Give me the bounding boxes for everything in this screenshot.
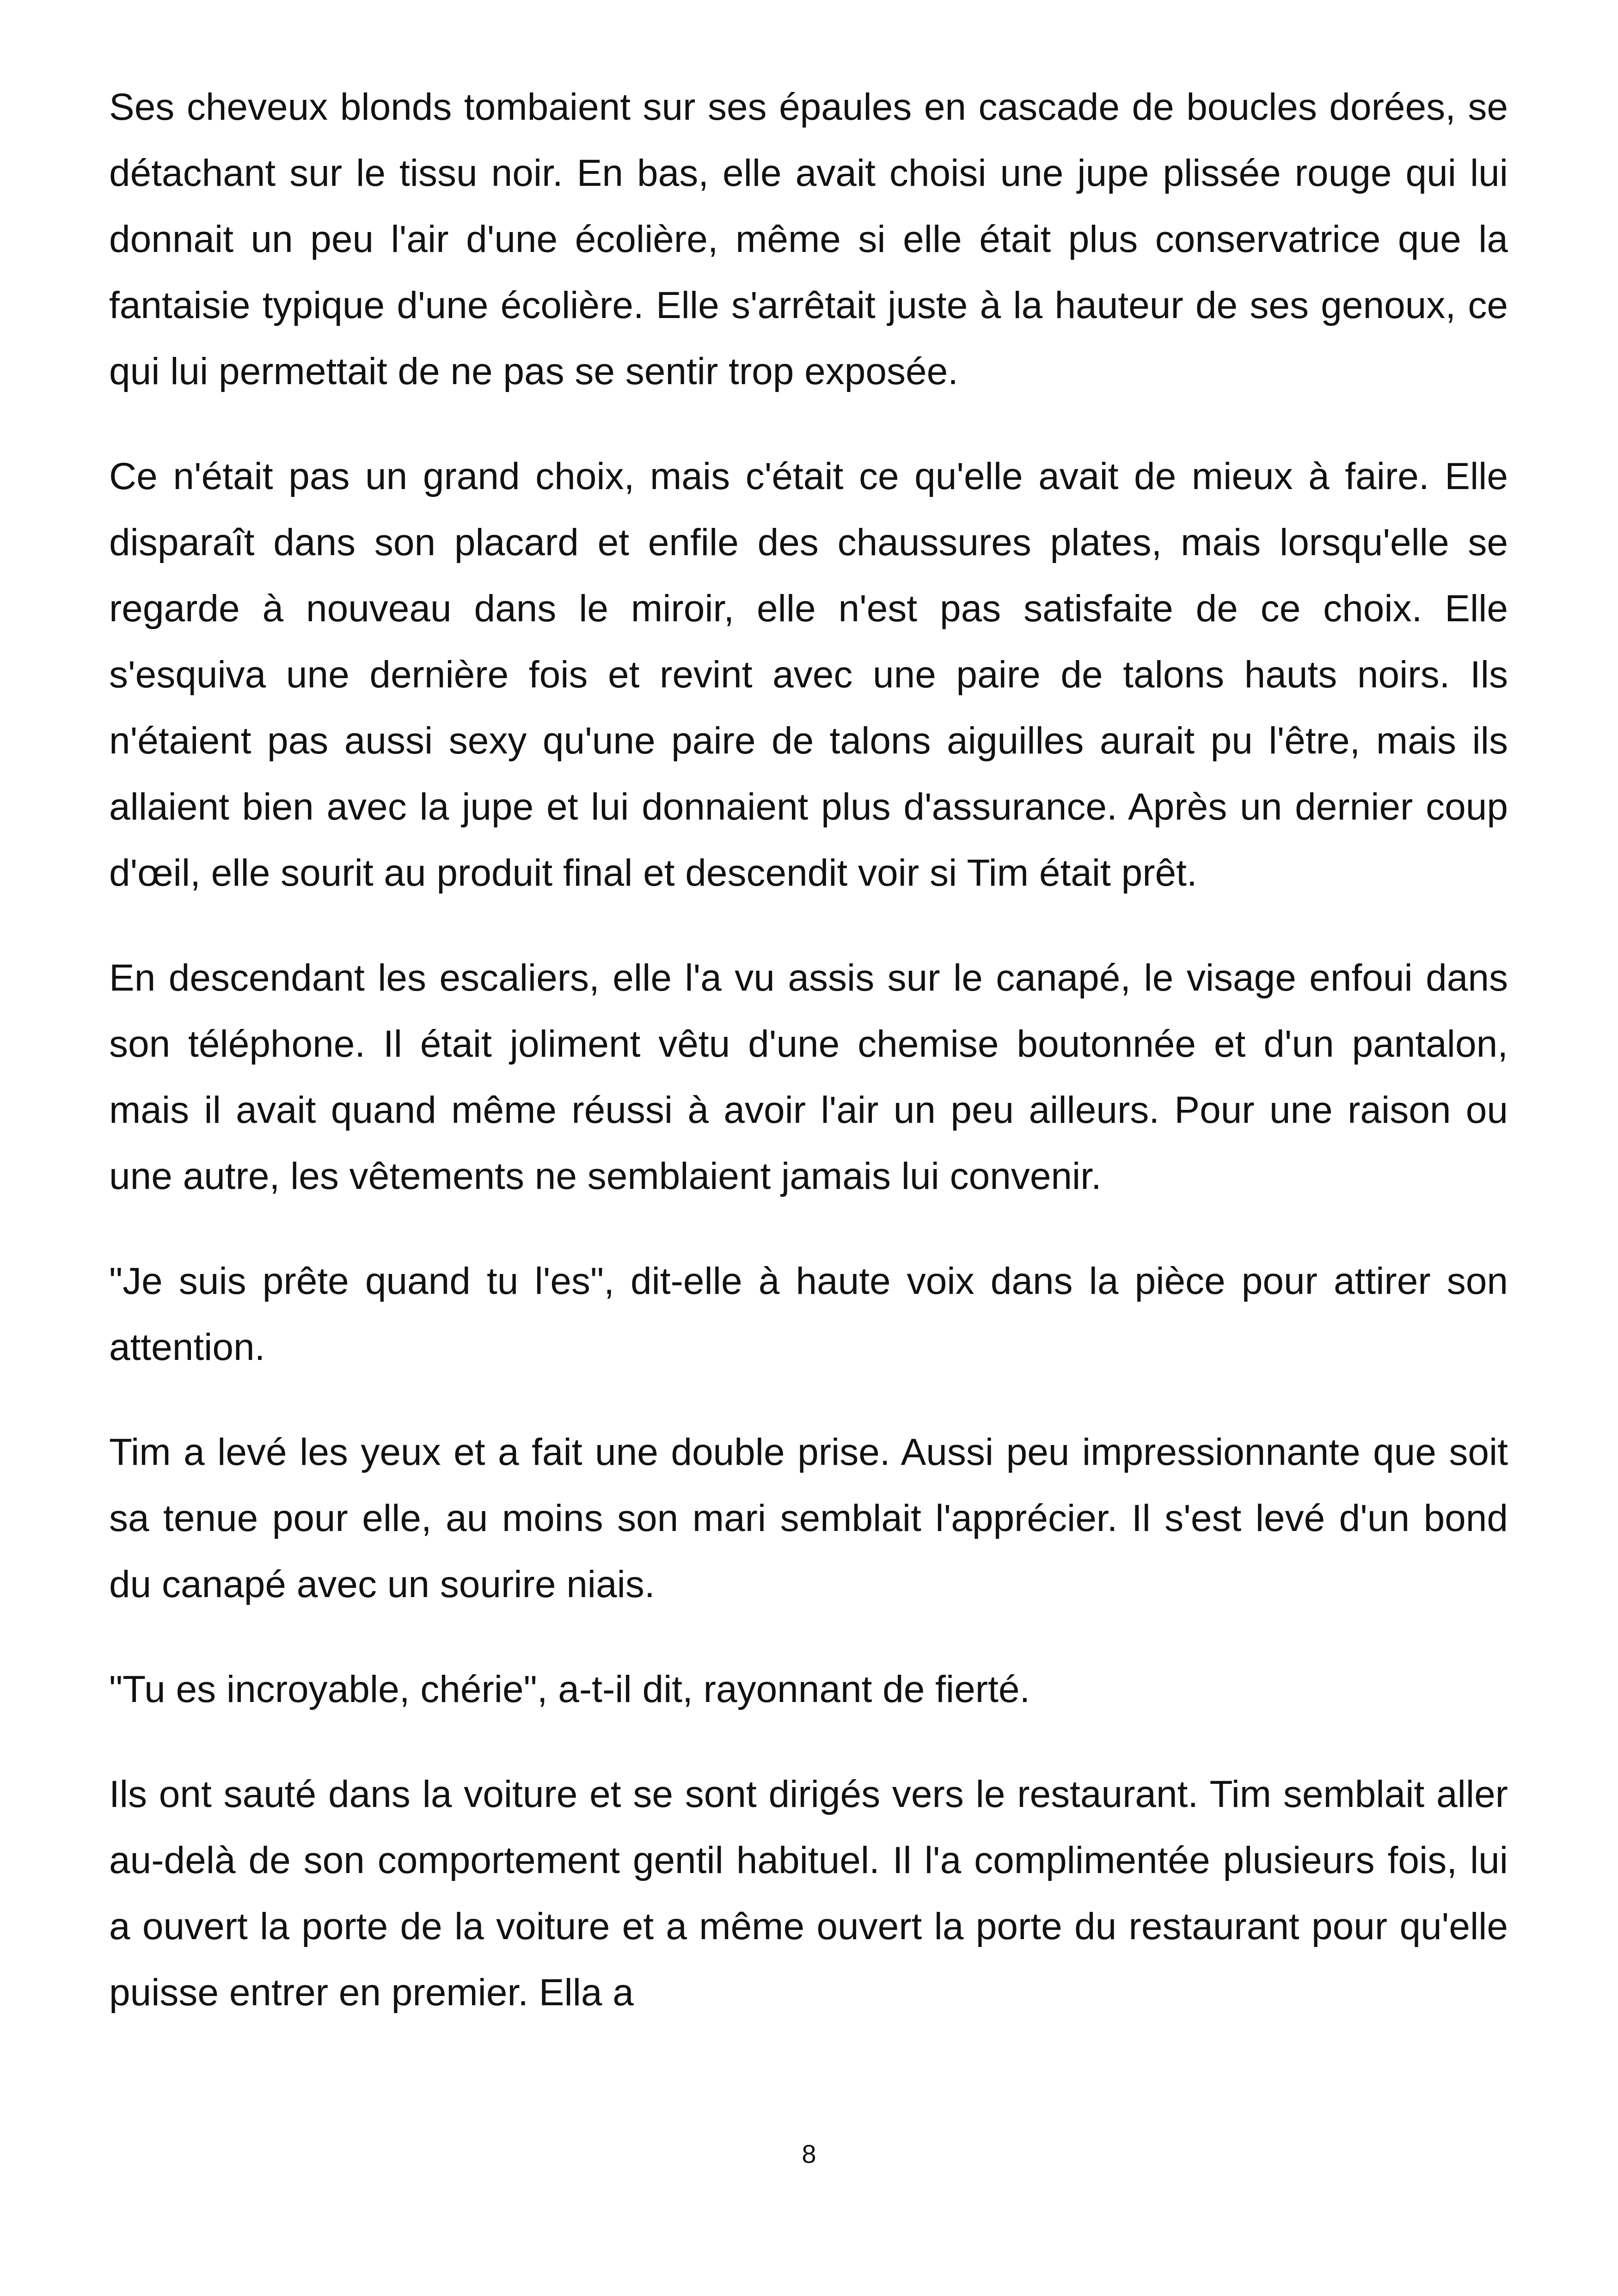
paragraph: "Tu es incroyable, chérie", a-t-il dit, rayonnant de fierté. xyxy=(109,1668,1030,1710)
page-number: 8 xyxy=(802,2139,816,2168)
paragraph: Ils ont sauté dans la voiture et se sont dirigés vers le restaurant. Tim semblait aller au-delà de son comportement gentil habituel. Il l'a complimentée plusieurs fois, lui a ouvert la porte de la voiture et a même ouvert la porte du restaurant pour qu'elle puisse entrer en premier. Ella a xyxy=(109,1773,1508,2014)
paragraph: Ce n'était pas un grand choix, mais c'était ce qu'elle avait de mieux à faire. Elle disparaît dans son placard et enfile des chaussures plates, mais lorsqu'elle se regarde à nouveau dans le miroir, elle n'est pas satisfaite de ce choix. Elle s'esquiva une dernière fois et revint avec une paire de talons hauts noirs. Ils n'étaient pas aussi sexy qu'une paire de talons aiguilles aurait pu l'être, mais ils allaient bien avec la jupe et lui donnaient plus d'assurance. Après un dernier coup d'œil, elle sourit au produit final et descendit voir si Tim était prêt. xyxy=(109,455,1508,894)
paragraph: Ses cheveux blonds tombaient sur ses épaules en cascade de boucles dorées, se détachant sur le tissu noir. En bas, elle avait choisi une jupe plissée rouge qui lui donnait un peu l'air d'une écolière, même si elle était plus conservatrice que la fantaisie typique d'une écolière. Elle s'arrêtait juste à la hauteur de ses genoux, ce qui lui permettait de ne pas se sentir trop exposée. xyxy=(109,86,1508,392)
body-text xyxy=(109,74,1508,2026)
paragraph: En descendant les escaliers, elle l'a vu assis sur le canapé, le visage enfoui dans son téléphone. Il était joliment vêtu d'une chemise boutonnée et d'un pantalon, mais il avait quand même réussi à avoir l'air un peu ailleurs. Pour une raison ou une autre, les vêtements ne semblaient jamais lui convenir. xyxy=(109,957,1508,1197)
paragraph: Tim a levé les yeux et a fait une double prise. Aussi peu impressionnante que soit sa tenue pour elle, au moins son mari semblait l'apprécier. Il s'est levé d'un bond du canapé avec un sourire niais. xyxy=(109,1431,1508,1605)
paragraph: "Je suis prête quand tu l'es", dit-elle à haute voix dans la pièce pour attirer son attention. xyxy=(109,1260,1508,1368)
